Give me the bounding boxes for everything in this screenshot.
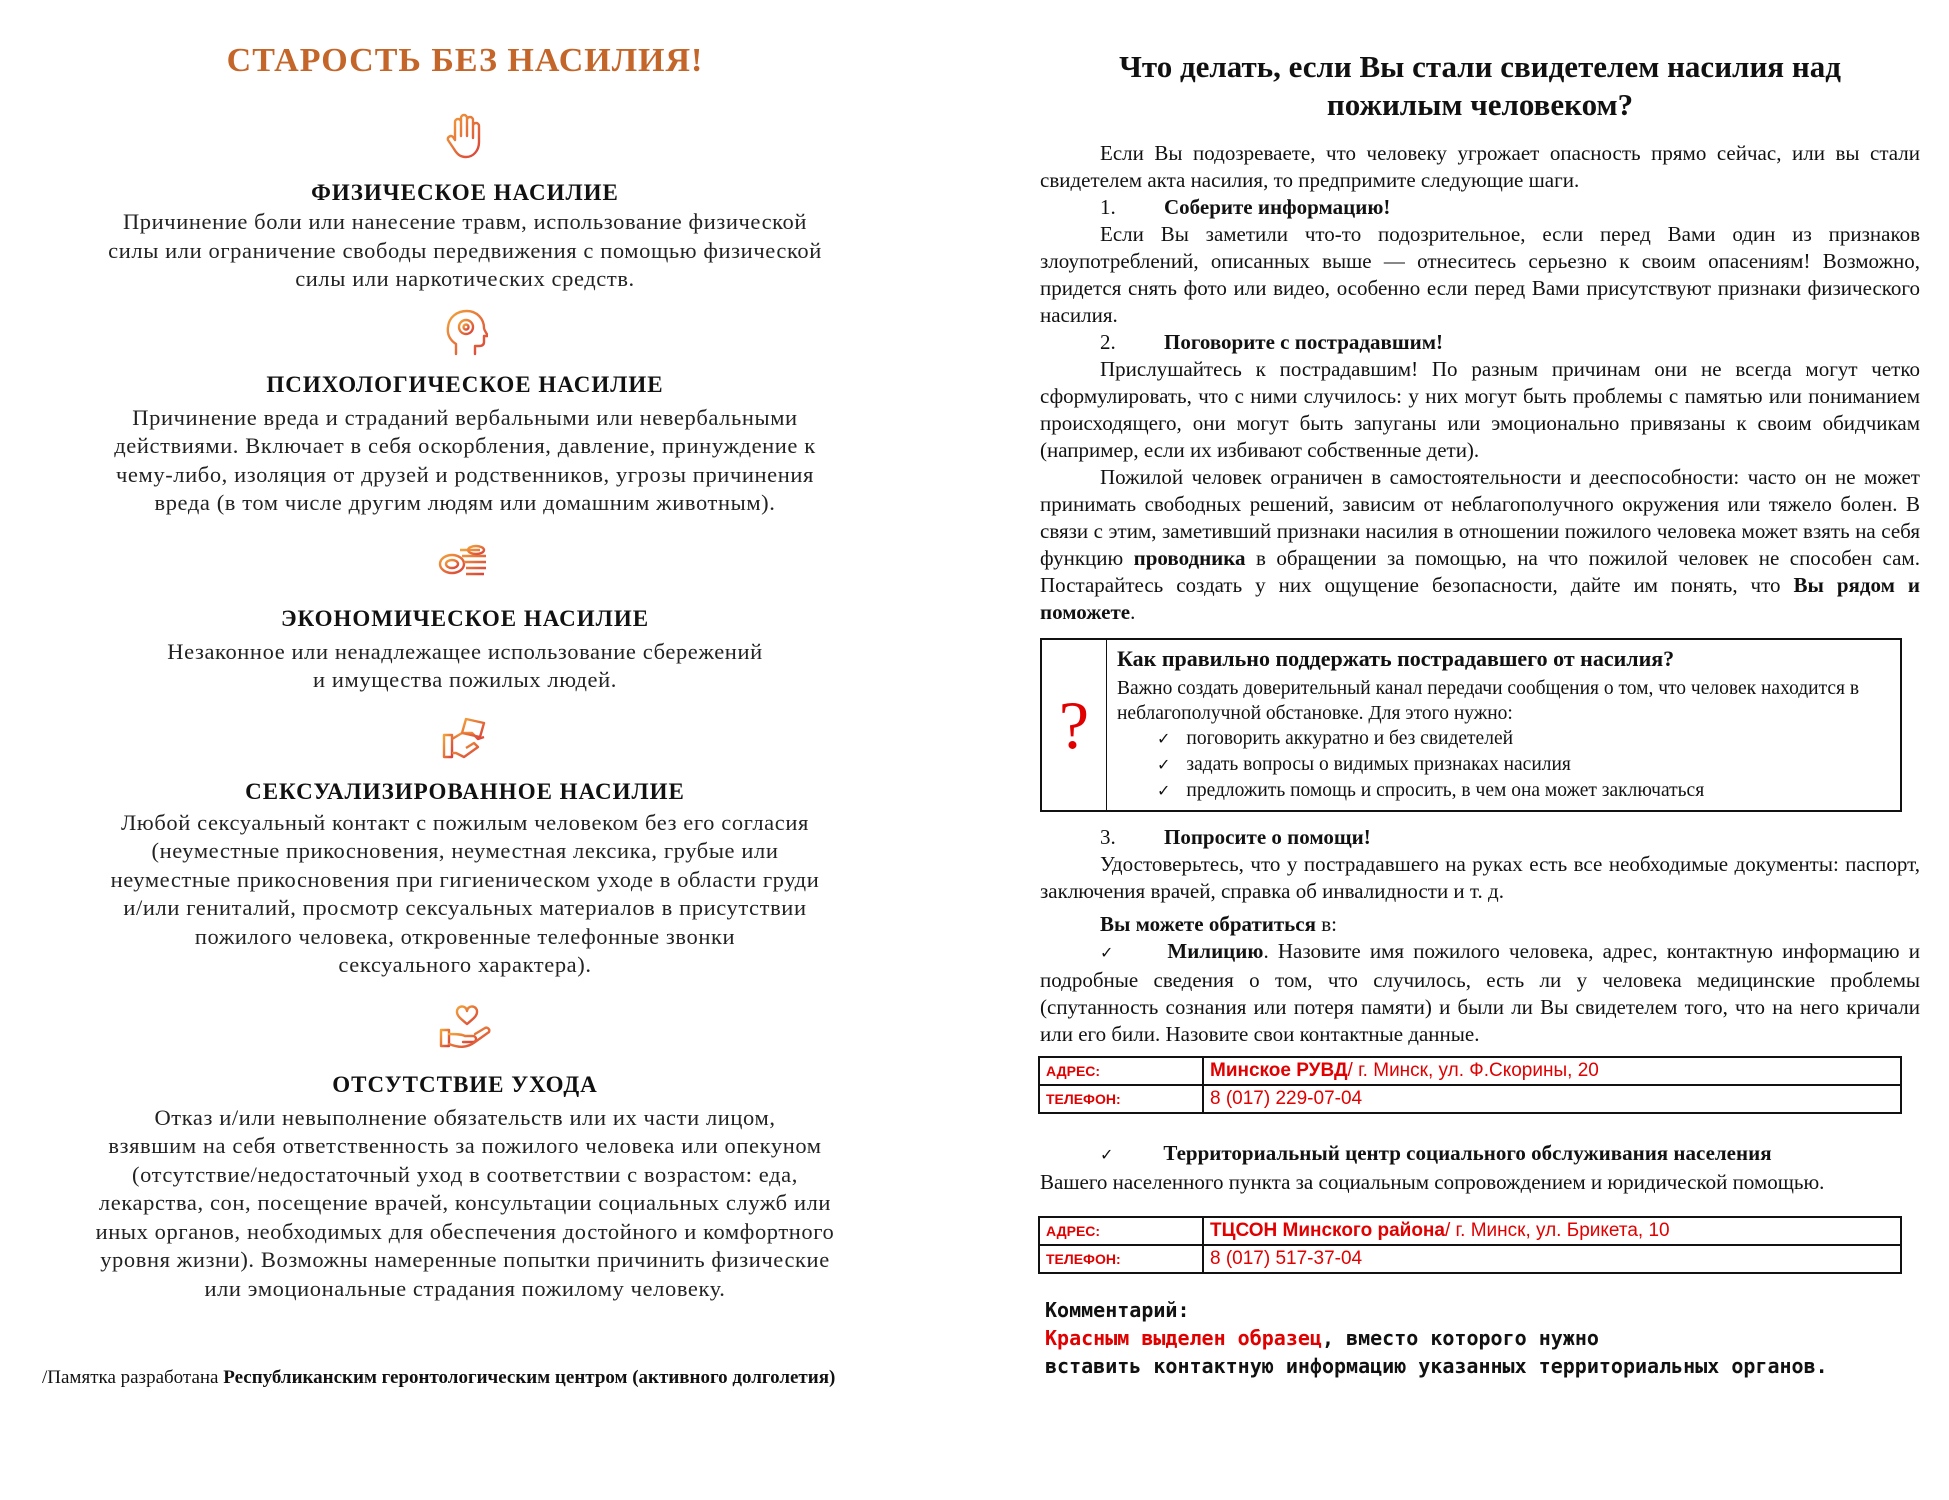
head-icon [442, 308, 488, 358]
support-box [1040, 638, 1902, 812]
list-item: ✓ задать вопросы о видимых признаках насилия [1157, 752, 1890, 778]
step-1-heading: 1. Соберите информацию! [1100, 195, 1391, 219]
address-value: Минское РУВД/ г. Минск, ул. Ф.Скорины, 20 [1203, 1057, 1901, 1085]
section-economic [0, 540, 930, 695]
section-title: ФИЗИЧЕСКОЕ НАСИЛИЕ [311, 180, 619, 205]
list-item: ✓ предложить помощь и спросить, в чем она может заключаться [1157, 778, 1890, 804]
section-text: Причинение боли или нанесение травм, использование физической силы или ограничение свободы передвижения с помощью физической силы или наркотических средств. [108, 209, 822, 291]
list-item: ✓ поговорить аккуратно и без свидетелей [1157, 726, 1890, 752]
phone-value: 8 (017) 229-07-04 [1203, 1085, 1901, 1113]
section-title: ПСИХОЛОГИЧЕСКОЕ НАСИЛИЕ [266, 371, 664, 397]
step-1-text: Если Вы заметили что-то подозрительное, если перед Вами один из признаков злоупотреблений, описанных выше — отнеситесь серьезно к своим опасениям! Возможно, придется снять фото или видео, особенно если перед Вами присутствуют признаки физического насилия. [1040, 222, 1920, 327]
section-psychological [0, 308, 930, 518]
section-title: ОТСУТСТВИЕ УХОДА [332, 1071, 598, 1097]
contact-intro: Вы можете обратиться в: [1100, 912, 1337, 936]
phone-label: ТЕЛЕФОН: [1039, 1085, 1203, 1113]
address-value: ТЦСОН Минского района/ г. Минск, ул. Брикета, 10 [1203, 1217, 1901, 1245]
center-text: Вашего населенного пункта за социальным сопровождением и юридической помощью. [1040, 1170, 1825, 1194]
main-title: СТАРОСТЬ БЕЗ НАСИЛИЯ! [226, 42, 704, 79]
check-icon: ✓ [1100, 945, 1118, 962]
section-sexual [0, 715, 930, 980]
step-3-heading: 3. Попросите о помощи! [1100, 825, 1371, 849]
right-page [1040, 0, 1920, 1500]
heart-hand-icon [437, 1004, 493, 1050]
comment-block [1045, 1296, 1920, 1380]
handshake-icon [440, 715, 490, 761]
section-neglect [0, 1004, 930, 1304]
step-3-text: Удостоверьтесь, что у пострадавшего на руках есть все необходимые документы: паспорт, заключения врачей, справка об инвалидности и т. д. [1040, 852, 1920, 903]
section-text: Незаконное или ненадлежащее использование сбережений и имущества пожилых людей. [167, 638, 763, 692]
address-label: АДРЕС: [1039, 1057, 1203, 1085]
address-label: АДРЕС: [1039, 1217, 1203, 1245]
comment-title: Комментарий: [1045, 1298, 1190, 1322]
section-title: ЭКОНОМИЧЕСКОЕ НАСИЛИЕ [280, 605, 650, 631]
hand-icon [443, 112, 487, 160]
comment-line-2: вставить контактную информацию указанных территориальных органов. [1045, 1354, 1828, 1378]
police-contact-table [1038, 1056, 1902, 1114]
section-text: Причинение вреда и страданий вербальными или невербальными действиями. Включает в себя оскорбления, давление, принуждение к чему-либо, изоляция от друзей и родственников, угрозы причинения вреда (в том числе другим людям или домашним животным). [114, 404, 816, 515]
section-text: Любой сексуальный контакт с пожилым человеком без его согласия (неуместные прикосновения, неуместная лексика, грубые или неуместные прикосновения при гигиеническом уходе в области груди и/или гениталий, просмотр сексуальных материалов в присутствии пожилого человека, откровенные телефонные звонки сексуального характера). [110, 809, 820, 977]
section-physical [0, 112, 930, 294]
police-paragraph: ✓ Милицию. Назовите имя пожилого человека, адрес, контактную информацию и подробные сведения о том, что случилось, есть ли у человека медицинские проблемы (спутанность сознания или потеря памяти) и были ли Вы свидетелем того, что на него кричали или его били. Назовите свои контактные данные. [1040, 939, 1921, 1046]
step-2-text: Прислушайтесь к пострадавшим! По разным причинам они не всегда могут четко сформулировать, что с ними случилось: у них могут быть проблемы с памятью или пониманием происходящего, они могут быть запуганы или эмоционально привязаны к своим обидчикам (например, если их избивают собственные дети). [1040, 357, 1920, 462]
center-contact-table [1038, 1216, 1902, 1274]
comment-line-1: Красным выделен образец, вместо которого нужно [1045, 1326, 1599, 1350]
phone-label: ТЕЛЕФОН: [1039, 1245, 1203, 1273]
center-paragraph: ✓ Территориальный центр социального обслуживания населения [1100, 1141, 1772, 1165]
support-box-list [1117, 726, 1890, 804]
phone-value: 8 (017) 517-37-04 [1203, 1245, 1901, 1273]
left-page [0, 0, 930, 1500]
section-title: СЕКСУАЛИЗИРОВАННОЕ НАСИЛИЕ [245, 778, 685, 804]
intro-paragraph: Если Вы подозреваете, что человеку угрожает опасность прямо сейчас, или вы стали свидетелем акта насилия, то предпримите следующие шаги. [1040, 141, 1920, 192]
right-title: Что делать, если Вы стали свидетелем насилия над пожилым человеком? [1119, 49, 1841, 122]
coins-icon [436, 540, 494, 580]
support-box-title: Как правильно поддержать пострадавшего от насилия? [1117, 646, 1675, 671]
section-text: Отказ и/или невыполнение обязательств или их части лицом, взявшим на себя ответственность за пожилого человека или опекуном (отсутствие/недостаточный уход в соответствии с возрастом: еда, лекарства, сон, посещение врачей, консультации социальных служб или иных органов, необходимых для обеспечения достойного и комфортного уровня жизни). Возможны намеренные попытки причинить физические или эмоциональные страдания пожилому человеку. [95, 1104, 835, 1301]
step-2-heading: 2. Поговорите с пострадавшим! [1100, 330, 1444, 354]
step-2-text-2: Пожилой человек ограничен в самостоятельности и дееспособности: часто он не может принимать свободных решений, зависим от неблагополучного окружения или тяжело болен. В связи с этим, заметивший признаки насилия в отношении пожилого человека может взять на себя функцию проводника в обращении за помощью, на что пожилой человек не способен сам. Постарайтесь создать у них ощущение безопасности, дайте им понять, что Вы рядом и поможете. [1040, 465, 1920, 624]
footer-note: /Памятка разработана Республиканским геронтологическим центром (активного долголетия) [42, 1367, 836, 1388]
support-box-text: Важно создать доверительный канал передачи сообщения о том, что человек находится в неблагополучной обстановке. Для этого нужно: [1117, 678, 1860, 724]
question-mark-icon: ? [1042, 640, 1107, 810]
check-icon: ✓ [1100, 1147, 1114, 1164]
